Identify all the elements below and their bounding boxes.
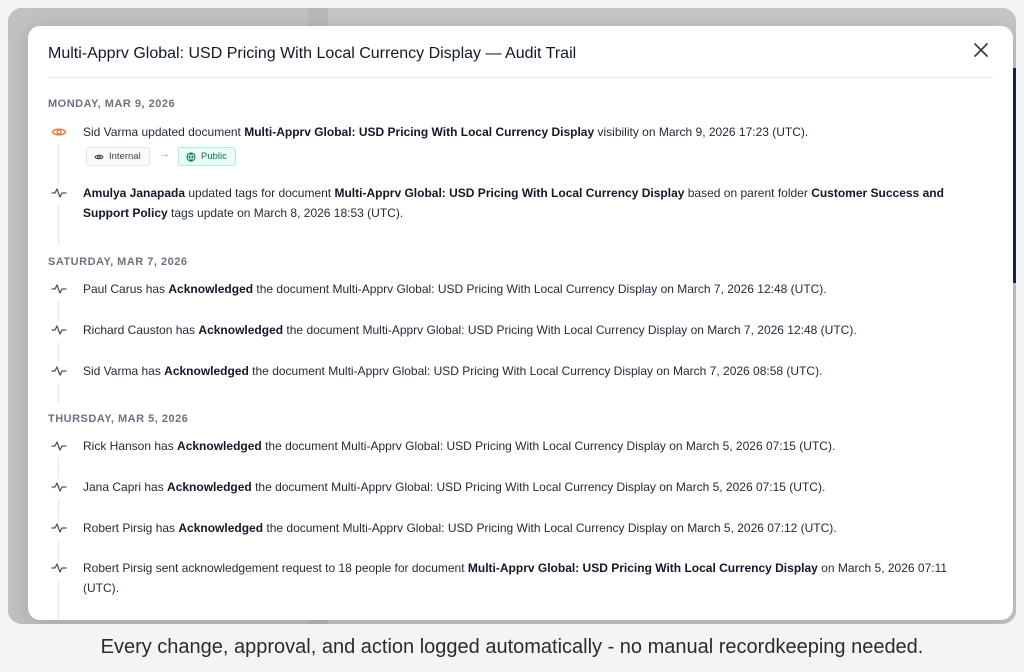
audit-entry <box>48 361 985 381</box>
audit-entry-text <box>83 436 985 456</box>
timeline-rail <box>58 301 59 321</box>
timeline-rail <box>58 383 59 403</box>
audit-entry-text <box>83 361 985 381</box>
emphasis-text: Multi-Apprv Global: USD Pricing With Local Currency Display <box>244 125 595 139</box>
caption: Every change, approval, and action logged automatically - no manual recordkeeping needed. <box>100 636 924 658</box>
activity-icon <box>51 363 67 379</box>
emphasis-text: Acknowledged <box>198 323 284 337</box>
audit-entry <box>48 183 985 223</box>
emphasis-text: Customer Success and Support Policy <box>83 186 944 220</box>
day-heading: THURSDAY, MAR 5, 2026 <box>48 413 189 425</box>
close-icon <box>969 38 993 62</box>
entry-text: visibility on March 9, 2026 17:23 (UTC). <box>594 125 809 139</box>
day-heading: MONDAY, MAR 9, 2026 <box>48 98 176 110</box>
modal-header <box>48 26 993 78</box>
entry-text: the document Multi-Apprv Global: USD Pricing With Local Currency Display on March 7, 2026 08:58 (UTC). <box>248 364 823 378</box>
emphasis-text: Acknowledged <box>167 480 252 494</box>
timeline-rail <box>58 540 59 560</box>
activity-icon <box>51 322 67 338</box>
entry-text: on March 5, 2026 07:11 (UTC). <box>83 561 948 595</box>
entry-text: Sid Varma updated document <box>83 125 245 139</box>
emphasis-text: Amulya Janapada <box>83 186 186 200</box>
audit-entry <box>48 436 985 456</box>
emphasis-text: Acknowledged <box>168 282 254 296</box>
entry-text: Robert Pirsig has <box>83 521 179 535</box>
timeline-rail <box>58 342 59 362</box>
entry-text: the document Multi-Apprv Global: USD Pricing With Local Currency Display on March 5, 2026 07:12 (UTC). <box>263 521 837 535</box>
audit-entry <box>48 477 985 497</box>
activity-icon <box>51 281 67 297</box>
entry-text: Robert Pirsig sent acknowledgement request to 18 people for document <box>83 561 468 575</box>
entry-text: Rick Hanson has <box>83 439 178 453</box>
emphasis-text: Acknowledged <box>164 364 249 378</box>
audit-entry <box>48 320 985 340</box>
timeline-rail <box>58 205 59 245</box>
public-chip <box>178 147 236 166</box>
entry-text: tags update on March 8, 2026 18:53 (UTC). <box>167 206 404 220</box>
activity-icon <box>51 438 67 454</box>
entry-text: the document Multi-Apprv Global: USD Pricing With Local Currency Display on March 7, 2026 12:48 (UTC). <box>283 323 857 337</box>
entry-text: the document Multi-Apprv Global: USD Pricing With Local Currency Display on March 7, 2026 12:48 (UTC). <box>253 282 827 296</box>
timeline-rail <box>58 458 59 478</box>
day-heading: SATURDAY, MAR 7, 2026 <box>48 256 188 268</box>
audit-entry-text <box>83 122 985 142</box>
chip-label: Internal <box>109 151 141 162</box>
audit-entry <box>48 122 985 162</box>
audit-entry-text <box>83 558 985 598</box>
modal-title: Multi-Apprv Global: USD Pricing With Local Currency Display — Audit Trail <box>48 45 577 62</box>
emphasis-text: Multi-Apprv Global: USD Pricing With Local Currency Display <box>334 186 685 200</box>
internal-chip <box>86 147 150 166</box>
entry-text: the document Multi-Apprv Global: USD Pricing With Local Currency Display on March 5, 2026 07:15 (UTC). <box>251 480 826 494</box>
eye-icon <box>51 124 67 140</box>
entry-text: Richard Causton has <box>83 323 199 337</box>
entry-text: Sid Varma has <box>83 364 165 378</box>
screenshot-frame <box>8 8 1016 624</box>
audit-entry <box>48 558 985 595</box>
timeline-rail <box>58 580 59 620</box>
chip-label: Public <box>201 151 227 162</box>
audit-entry-text <box>83 477 985 497</box>
audit-entry-text <box>83 320 985 340</box>
entry-text: based on parent folder <box>684 186 812 200</box>
audit-trail-modal <box>28 26 1013 620</box>
audit-entry <box>48 279 985 299</box>
emphasis-text: Multi-Apprv Global: USD Pricing With Local Currency Display <box>467 561 818 575</box>
entry-text: updated tags for document <box>185 186 335 200</box>
emphasis-text: Acknowledged <box>178 521 264 535</box>
activity-icon <box>51 520 67 536</box>
timeline-rail <box>58 499 59 519</box>
audit-entry-text <box>83 183 985 223</box>
audit-entry-text <box>83 518 985 538</box>
emphasis-text: Acknowledged <box>177 439 262 453</box>
entry-text: Jana Capri has <box>83 480 168 494</box>
timeline-rail <box>58 144 59 184</box>
audit-entry <box>48 518 985 538</box>
activity-icon <box>51 185 67 201</box>
entry-text: the document Multi-Apprv Global: USD Pricing With Local Currency Display on March 5, 2026 07:15 (UTC). <box>261 439 836 453</box>
entry-text: Paul Carus has <box>83 282 169 296</box>
arrow-right-icon: → <box>159 148 170 160</box>
activity-icon <box>51 560 67 576</box>
audit-entry-text <box>83 279 985 299</box>
close-button[interactable] <box>969 38 993 62</box>
activity-icon <box>51 479 67 495</box>
